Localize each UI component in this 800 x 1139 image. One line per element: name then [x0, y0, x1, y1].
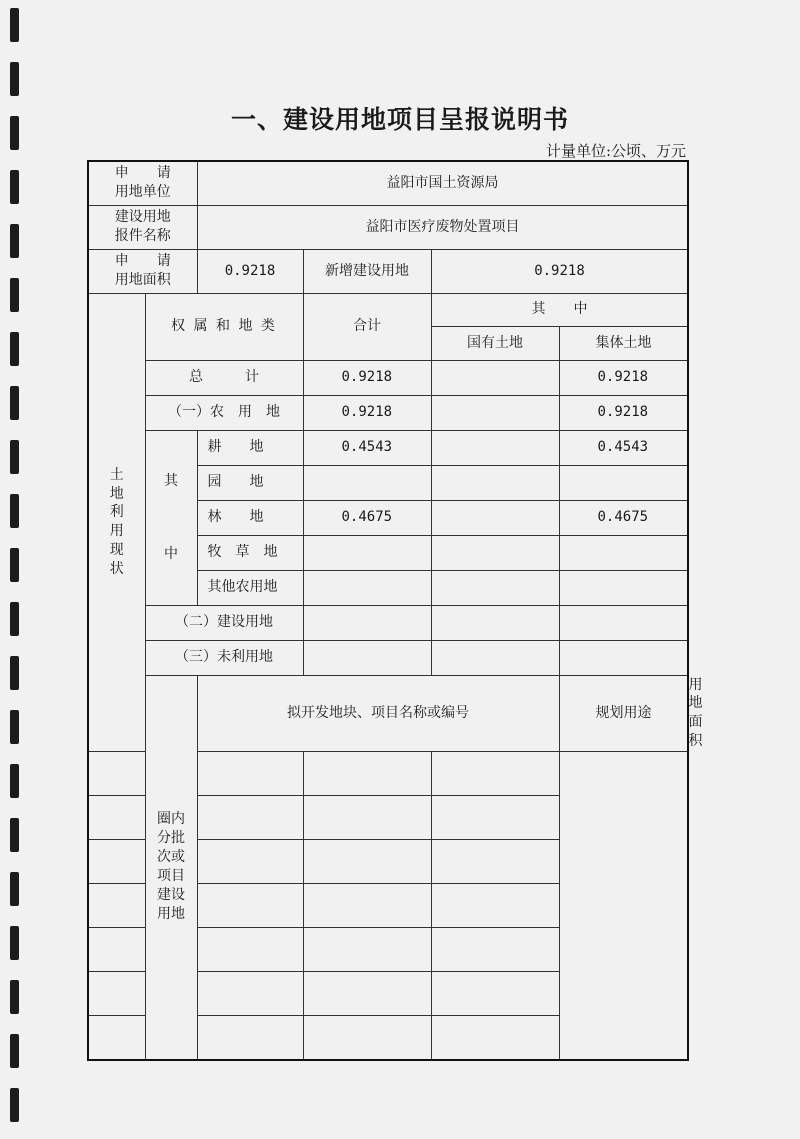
batch-side-label: 圈内 分批 次或 项目 建设 用地 — [145, 675, 197, 1060]
land-row-state-value — [431, 640, 559, 675]
land-status-header-row-1 — [88, 293, 688, 326]
land-row-label: （一）农 用 地 — [145, 395, 303, 430]
land-row-total — [88, 360, 688, 395]
applicant-unit-value: 益阳市国土资源局 — [197, 161, 688, 205]
applicant-unit-row — [88, 161, 688, 205]
land-row-total-value: 0.9218 — [303, 395, 431, 430]
land-row-total-value: 0.4543 — [303, 430, 431, 465]
land-row-state-value — [431, 360, 559, 395]
binding-hole — [10, 494, 19, 528]
batch-row-use — [303, 928, 431, 972]
land-row-collective-value — [559, 570, 688, 605]
land-row-total-value — [303, 535, 431, 570]
batch-row-use — [303, 796, 431, 840]
col-planned-use-header: 规划用途 — [559, 675, 688, 752]
land-row-label: （二）建设用地 — [145, 605, 303, 640]
applied-area-row — [88, 249, 688, 293]
batch-row-area — [431, 752, 559, 796]
land-row-total-value: 0.9218 — [303, 360, 431, 395]
land-row-label: 总 计 — [145, 360, 303, 395]
binding-hole — [10, 62, 19, 96]
binding-hole — [10, 548, 19, 582]
among-side-label: 其 中 — [145, 430, 197, 605]
land-row-collective-value: 0.4675 — [559, 500, 688, 535]
batch-row-use — [303, 972, 431, 1016]
batch-row-use — [303, 884, 431, 928]
land-row-collective-value: 0.9218 — [559, 395, 688, 430]
application-form-table — [87, 160, 703, 1061]
batch-row-area — [431, 1016, 559, 1060]
binding-hole — [10, 818, 19, 852]
batch-row-name — [88, 928, 303, 972]
new-construction-land-value: 0.9218 — [431, 249, 688, 293]
binding-hole — [10, 872, 19, 906]
land-row-label: 园 地 — [197, 465, 303, 500]
land-row-label: 林 地 — [197, 500, 303, 535]
batch-row — [88, 752, 688, 796]
batch-row — [88, 1016, 688, 1060]
binding-hole — [10, 764, 19, 798]
land-row-collective-value — [559, 640, 688, 675]
col-among-header: 其 中 — [431, 293, 688, 326]
batch-row — [88, 972, 688, 1016]
batch-row-use — [303, 1016, 431, 1060]
land-row-state-value — [431, 535, 559, 570]
binding-hole — [10, 656, 19, 690]
binding-holes — [10, 0, 24, 1139]
binding-hole — [10, 278, 19, 312]
land-row-total-value — [303, 640, 431, 675]
batch-row-use — [303, 840, 431, 884]
land-row-total-value — [303, 465, 431, 500]
land-row-agricultural — [88, 395, 688, 430]
applicant-unit-label: 申 请 用地单位 — [88, 161, 197, 205]
new-construction-land-label: 新增建设用地 — [303, 249, 431, 293]
applied-area-value: 0.9218 — [197, 249, 303, 293]
binding-hole — [10, 926, 19, 960]
binding-hole — [10, 710, 19, 744]
page-title: 一、建设用地项目呈报说明书 — [230, 105, 569, 134]
land-row-unused — [88, 640, 688, 675]
land-row-state-value — [431, 430, 559, 465]
batch-row-name — [88, 840, 303, 884]
land-status-side-label: 土 地 利 用 现 状 — [88, 293, 145, 752]
col-collective-land-header: 集体土地 — [559, 326, 688, 360]
batch-row — [88, 928, 688, 972]
batch-row-name — [88, 972, 303, 1016]
batch-row-name — [88, 752, 303, 796]
binding-hole — [10, 224, 19, 258]
batch-row-area — [431, 796, 559, 840]
land-row-state-value — [431, 395, 559, 430]
project-name-value: 益阳市医疗废物处置项目 — [197, 205, 688, 249]
batch-row-area — [431, 928, 559, 972]
batch-row-area — [431, 972, 559, 1016]
land-row-total-value: 0.4675 — [303, 500, 431, 535]
binding-hole — [10, 332, 19, 366]
land-row-label: 耕 地 — [197, 430, 303, 465]
binding-hole — [10, 602, 19, 636]
binding-hole — [10, 440, 19, 474]
batch-row-area — [431, 884, 559, 928]
project-name-label: 建设用地 报件名称 — [88, 205, 197, 249]
land-row-collective-value — [559, 605, 688, 640]
col-parcel-name-header: 拟开发地块、项目名称或编号 — [197, 675, 559, 752]
batch-row-area — [431, 840, 559, 884]
batch-row-use — [303, 752, 431, 796]
project-name-row — [88, 205, 688, 249]
land-row-label: 牧 草 地 — [197, 535, 303, 570]
land-row-label: （三）未利用地 — [145, 640, 303, 675]
batch-header-row: 圈内 分批 次或 项目 建设 用地 拟开发地块、项目名称或编号 规划用途 用地面积 — [88, 675, 688, 752]
land-row-collective-value: 0.9218 — [559, 360, 688, 395]
batch-row-name — [88, 1016, 303, 1060]
land-row-construction — [88, 605, 688, 640]
land-row-label: 其他农用地 — [197, 570, 303, 605]
land-row-state-value — [431, 500, 559, 535]
land-row-cultivated — [88, 430, 688, 465]
binding-hole — [10, 980, 19, 1014]
land-row-state-value — [431, 465, 559, 500]
binding-hole — [10, 8, 19, 42]
land-row-collective-value — [559, 465, 688, 500]
col-total-header: 合计 — [303, 293, 431, 360]
binding-hole — [10, 170, 19, 204]
land-row-state-value — [431, 605, 559, 640]
land-row-collective-value — [559, 535, 688, 570]
col-state-land-header: 国有土地 — [431, 326, 559, 360]
binding-hole — [10, 386, 19, 420]
binding-hole — [10, 1034, 19, 1068]
land-row-total-value — [303, 605, 431, 640]
unit-note: 计量单位:公顷、万元 — [545, 142, 686, 160]
applied-area-label: 申 请 用地面积 — [88, 249, 197, 293]
land-row-collective-value: 0.4543 — [559, 430, 688, 465]
land-row-total-value — [303, 570, 431, 605]
batch-row-name — [88, 796, 303, 840]
col-category-header: 权 属 和 地 类 — [145, 293, 303, 360]
binding-hole — [10, 1088, 19, 1122]
batch-row-name — [88, 884, 303, 928]
land-row-state-value — [431, 570, 559, 605]
